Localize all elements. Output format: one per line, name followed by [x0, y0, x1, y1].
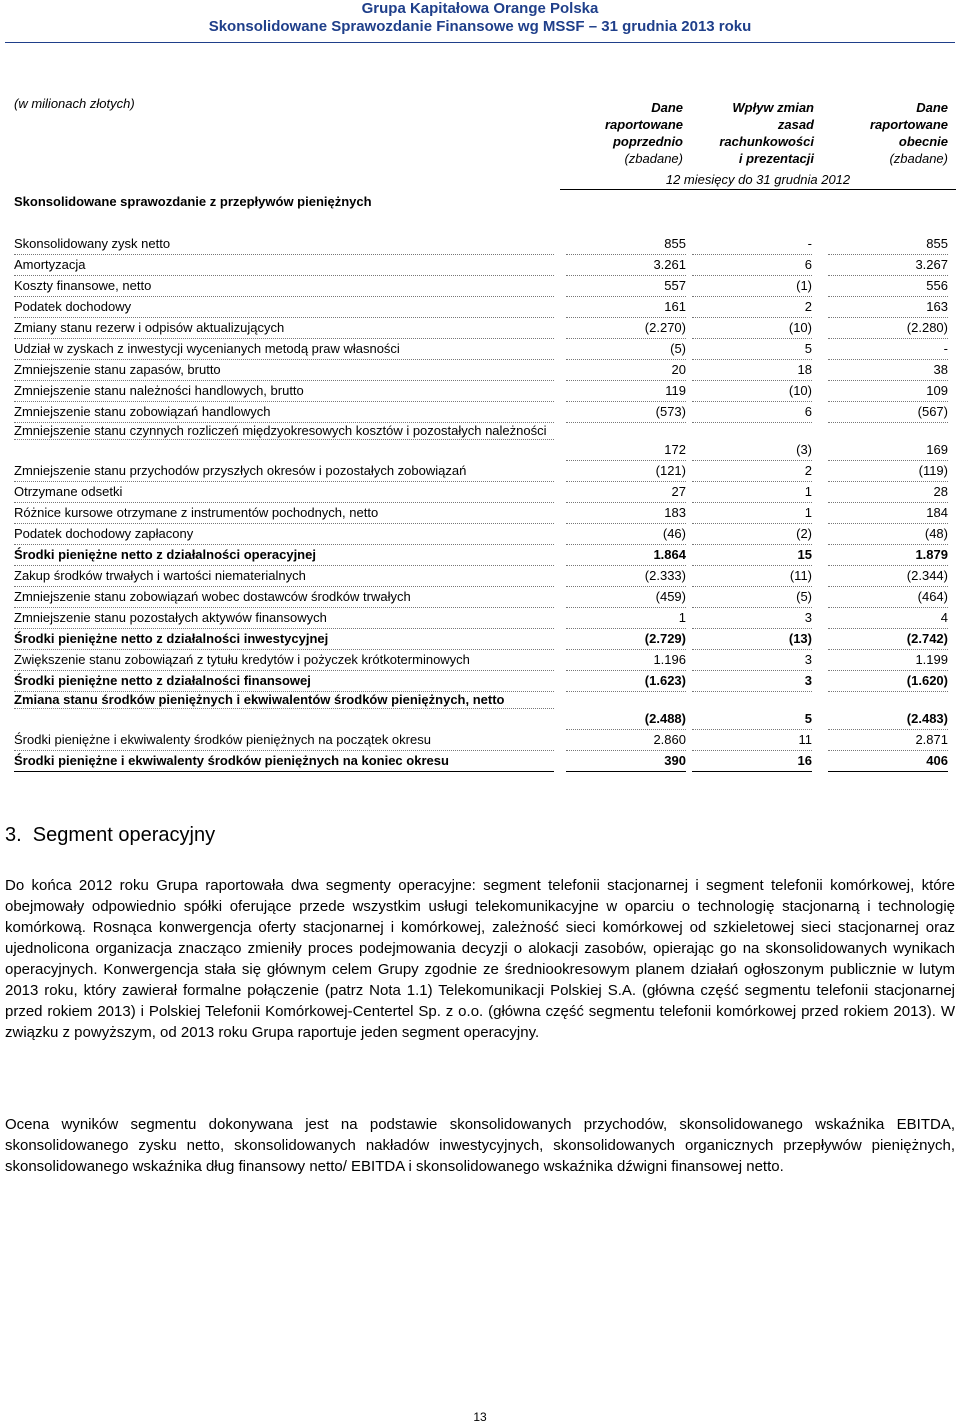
table-row: Zmniejszenie stanu zobowiązań wobec dostawców środków trwałych (459) (5) (464): [14, 586, 954, 607]
table-row: Skonsolidowany zysk netto 855 - 855: [14, 233, 954, 254]
company-name: Grupa Kapitałowa Orange Polska: [361, 0, 599, 17]
column-header-previously-reported: Dane raportowane poprzednio (zbadane): [604, 100, 683, 166]
table-row: Zmniejszenie stanu zobowiązań handlowych (573) 6 (567): [14, 401, 954, 422]
statement-title: Skonsolidowane sprawozdanie z przepływów pieniężnych: [14, 194, 372, 209]
body-paragraph-1: Do końca 2012 roku Grupa raportowała dwa segmenty operacyjne: segment telefonii stacjonarnej i segment telefonii komórkowej, które obejmowały odpowiednio spółki oferujące przede wszystkim usługi telekomunikacyjne w oparciu o technologię stacjonarną i technologię komórkową. Rosnąca konwergencja oferty stacjonarnej i komórkowej, zależność sieci komórkowej od szkieletowej sieci stacjonarnej oraz ujednolicona organizacja znacząco zmieniły proces podejmowania decyzji o alokacji zasobów, opierając go na skonsolidowanych wynikach operacyjnych. Konwergencja stała się głównym celem Grupy zgodnie ze średniookresowym planem działań ogłoszonym publicznie w lutym 2013 roku, który zawierał formalne połączenie (patrz Nota 1.1) Telekomunikacji Polskiej S.A. (główna część segmentu telefonii stacjonarnej przed rokiem 2013) i Polskiej Telefonii Komórkowej-Centertel Sp. z o.o. (główna część segmentu telefonii komórkowej przed rokiem 2013). W związku z powyższym, od 2013 roku Grupa raportuje jeden segment operacyjny.: [5, 877, 955, 1041]
document-header: [0, 0, 960, 43]
table-row: Udział w zyskach z inwestycji wycenianych metodą praw własności (5) 5 -: [14, 338, 954, 359]
table-row: Podatek dochodowy zapłacony (46) (2) (48): [14, 523, 954, 544]
period-label: 12 miesięcy do 31 grudnia 2012: [560, 172, 956, 190]
report-title: Skonsolidowane Sprawozdanie Finansowe wg MSSF – 31 grudnia 2013 roku: [208, 18, 752, 35]
table-row: Koszty finansowe, netto 557 (1) 556: [14, 275, 954, 296]
header-divider: [5, 42, 955, 43]
table-row: Zakup środków trwałych i wartości niematerialnych (2.333) (11) (2.344): [14, 565, 954, 586]
section-heading: 3. Segment operacyjny: [5, 824, 216, 846]
column-header-currently-reported: Dane raportowane obecnie (zbadane): [869, 100, 948, 166]
table-row: Zmniejszenie stanu przychodów przyszłych okresów i pozostałych zobowiązań (121) 2 (119): [14, 460, 954, 481]
page-number: 13: [473, 1410, 487, 1424]
subtotal-row-financing: Środki pieniężne netto z działalności finansowej (1.623) 3 (1.620): [14, 670, 954, 691]
table-row: Otrzymane odsetki 27 1 28: [14, 481, 954, 502]
table-row: Zwiększenie stanu zobowiązań z tytułu kredytów i pożyczek krótkoterminowych 1.196 3 1.199: [14, 649, 954, 670]
opening-balance-row: Środki pieniężne i ekwiwalenty środków pieniężnych na początek okresu 2.860 11 2.871: [14, 729, 954, 750]
table-row: Zmniejszenie stanu zapasów, brutto 20 18 38: [14, 359, 954, 380]
table-row: Amortyzacja 3.261 6 3.267: [14, 254, 954, 275]
table-row: Zmniejszenie stanu należności handlowych, brutto 119 (10) 109: [14, 380, 954, 401]
table-row: Podatek dochodowy 161 2 163: [14, 296, 954, 317]
table-row: Zmniejszenie stanu pozostałych aktywów finansowych 1 3 4: [14, 607, 954, 628]
cash-flow-table: [14, 233, 954, 771]
units-note: (w milionach złotych): [14, 96, 135, 111]
table-row: Zmniejszenie stanu czynnych rozliczeń międzyokresowych kosztów i pozostałych należności 172 (3) 169: [14, 422, 954, 460]
body-paragraph-2: Ocena wyników segmentu dokonywana jest na podstawie skonsolidowanych przychodów, skonsolidowanego wskaźnika EBITDA, skonsolidowanego zysku netto, skonsolidowanych nakładów inwestycyjnych, skonsolidowanych organicznych przepływów pieniężnych, skonsolidowanego wskaźnika dług finansowy netto/ EBITDA i skonsolidowanego wskaźnika dźwigni finansowej netto.: [5, 1116, 955, 1175]
net-change-row: Zmiana stanu środków pieniężnych i ekwiwalentów środków pieniężnych, netto (2.488) 5 (2.483): [14, 691, 954, 729]
subtotal-row-investing: Środki pieniężne netto z działalności inwestycyjnej (2.729) (13) (2.742): [14, 628, 954, 649]
subtotal-row-operating: Środki pieniężne netto z działalności operacyjnej 1.864 15 1.879: [14, 544, 954, 565]
table-row: Różnice kursowe otrzymane z instrumentów pochodnych, netto 183 1 184: [14, 502, 954, 523]
closing-balance-row: Środki pieniężne i ekwiwalenty środków pieniężnych na koniec okresu 390 16 406: [14, 750, 954, 771]
table-row: Zmiany stanu rezerw i odpisów aktualizujących (2.270) (10) (2.280): [14, 317, 954, 338]
column-header-policy-change-impact: Wpływ zmian zasad rachunkowości i prezentacji: [719, 100, 814, 166]
